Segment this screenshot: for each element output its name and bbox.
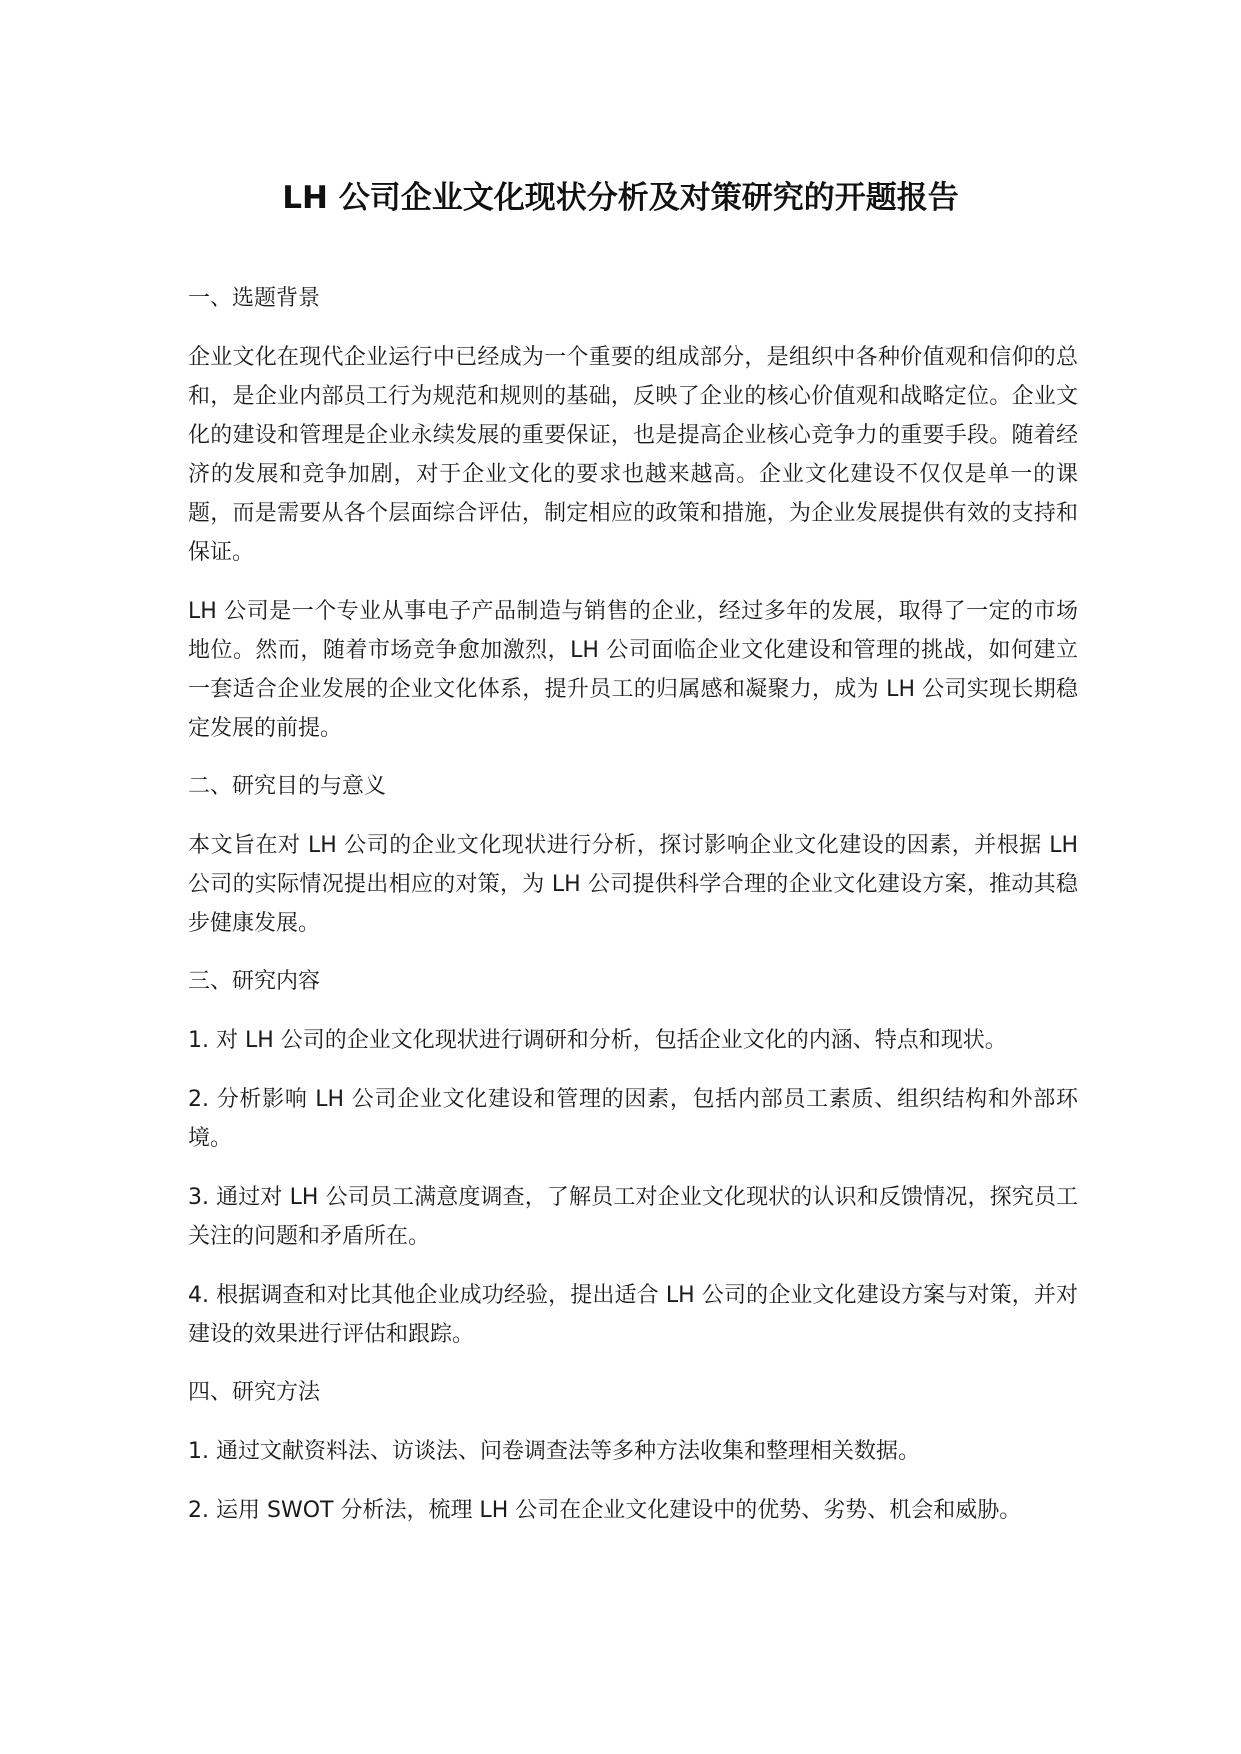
section-content — [188, 963, 1078, 1354]
document-body — [188, 280, 1078, 1550]
section-purpose — [188, 768, 1078, 943]
section-heading: 三、研究内容 — [188, 969, 321, 994]
section-heading: 四、研究方法 — [188, 1380, 321, 1405]
section-background — [188, 280, 1078, 748]
document-title: LH 公司企业文化现状分析及对策研究的开题报告 — [282, 180, 959, 216]
section-heading: 二、研究目的与意义 — [188, 774, 387, 799]
list-item: 2. 运用 SWOT 分析法，梳理 LH 公司在企业文化建设中的优势、劣势、机会和威胁。 — [188, 1498, 1022, 1523]
body-paragraph: LH 公司是一个专业从事电子产品制造与销售的企业，经过多年的发展，取得了一定的市场地位。然而，随着市场竞争愈加激烈，LH 公司面临企业文化建设和管理的挑战，如何建立一套适合企业发展的企业文化体系，提升员工的归属感和凝聚力，成为 LH 公司实现长期稳定发展的前提。 — [188, 599, 1078, 741]
body-paragraph: 企业文化在现代企业运行中已经成为一个重要的组成部分，是组织中各种价值观和信仰的总和，是企业内部员工行为规范和规则的基础，反映了企业的核心价值观和战略定位。企业文化的建设和管理是企业永续发展的重要保证，也是提高企业核心竞争力的重要手段。随着经济的发展和竞争加剧，对于企业文化的要求也越来越高。企业文化建设不仅仅是单一的课题，而是需要从各个层面综合评估，制定相应的政策和措施，为企业发展提供有效的支持和保证。 — [188, 345, 1078, 565]
section-heading: 一、选题背景 — [188, 286, 321, 311]
list-item: 4. 根据调查和对比其他企业成功经验，提出适合 LH 公司的企业文化建设方案与对策，并对建设的效果进行评估和跟踪。 — [188, 1283, 1078, 1347]
list-item: 2. 分析影响 LH 公司企业文化建设和管理的因素，包括内部员工素质、组织结构和外部环境。 — [188, 1087, 1078, 1151]
list-item: 3. 通过对 LH 公司员工满意度调查，了解员工对企业文化现状的认识和反馈情况，探究员工关注的问题和矛盾所在。 — [188, 1185, 1078, 1249]
body-paragraph: 本文旨在对 LH 公司的企业文化现状进行分析，探讨影响企业文化建设的因素，并根据 LH 公司的实际情况提出相应的对策，为 LH 公司提供科学合理的企业文化建设方案，推动其稳步健康发展。 — [188, 833, 1078, 936]
list-item: 1. 通过文献资料法、访谈法、问卷调查法等多种方法收集和整理相关数据。 — [188, 1439, 920, 1464]
section-methods — [188, 1374, 1078, 1530]
list-item: 1. 对 LH 公司的企业文化现状进行调研和分析，包括企业文化的内涵、特点和现状。 — [188, 1028, 1007, 1053]
